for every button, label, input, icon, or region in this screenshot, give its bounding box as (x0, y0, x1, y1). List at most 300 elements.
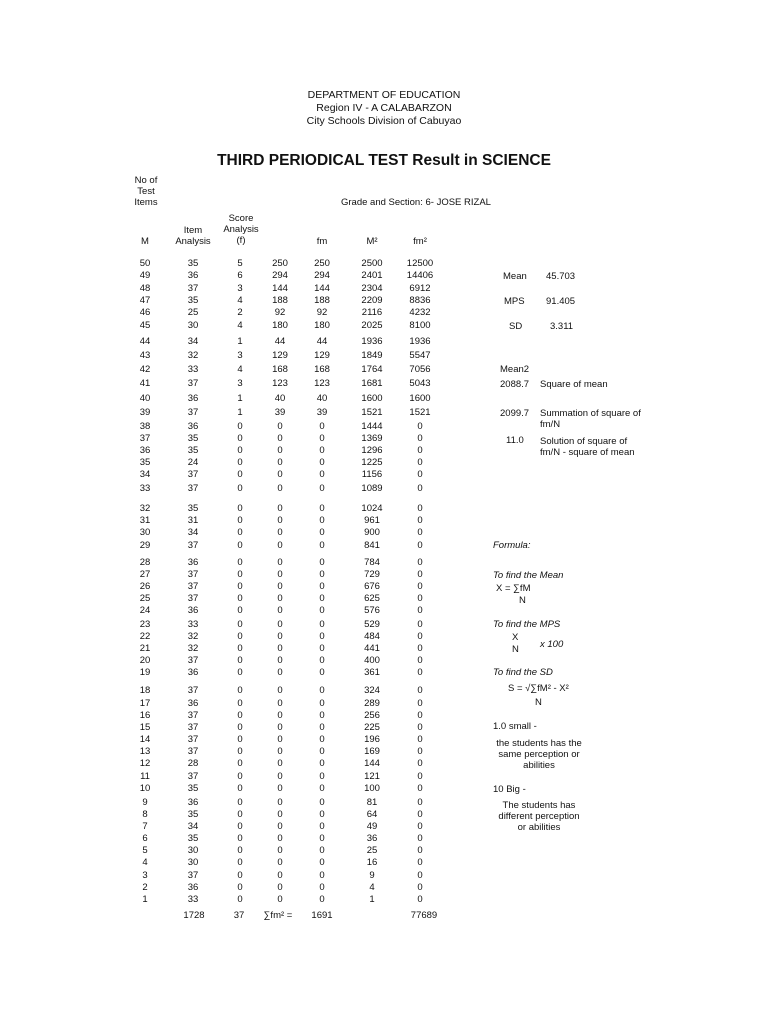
f-cell: 0 (237, 469, 243, 480)
m2-cell: 676 (364, 581, 380, 592)
fm-repeat-cell: 0 (319, 655, 325, 666)
fm-cell: 0 (277, 771, 283, 782)
m-cell: 37 (139, 433, 151, 444)
m-cell: 26 (139, 581, 151, 592)
col-header-fm2: fm² (413, 236, 427, 247)
m2-cell: 1156 (361, 469, 383, 480)
fm-repeat-cell: 0 (319, 515, 325, 526)
m2-cell: 256 (364, 710, 380, 721)
f-cell: 1 (237, 407, 243, 418)
m2-cell: 576 (364, 605, 380, 616)
fm-cell: 0 (277, 685, 283, 696)
col-header-fm: fm (316, 236, 328, 247)
m-cell: 15 (139, 722, 151, 733)
m-cell: 21 (139, 643, 151, 654)
f-cell: 0 (237, 746, 243, 757)
fm-cell: 0 (277, 882, 283, 893)
m2-cell: 25 (366, 845, 378, 856)
fm-repeat-cell: 0 (319, 685, 325, 696)
m2-cell: 1849 (361, 350, 383, 361)
f-cell: 0 (237, 734, 243, 745)
m2-cell: 529 (364, 619, 380, 630)
mps-value: 91.405 (546, 296, 576, 307)
fm-cell: 0 (277, 540, 283, 551)
f-cell: 0 (237, 557, 243, 568)
item-analysis-cell: 37 (187, 407, 199, 418)
fm-cell: 144 (272, 283, 288, 294)
mps-formula-times: x 100 (540, 639, 564, 650)
item-analysis-cell: 36 (187, 698, 199, 709)
fm-repeat-cell: 0 (319, 483, 325, 494)
fm-cell: 0 (277, 758, 283, 769)
fm2-cell: 0 (417, 894, 423, 905)
m2-cell: 841 (364, 540, 380, 551)
fm-repeat-cell: 0 (319, 771, 325, 782)
f-cell: 1 (237, 336, 243, 347)
mean-formula-title: To find the Mean (493, 570, 564, 581)
f-cell: 0 (237, 833, 243, 844)
page-title: THIRD PERIODICAL TEST Result in SCIENCE (217, 152, 551, 169)
fm2-cell: 1600 (409, 393, 431, 404)
fm-repeat-cell: 0 (319, 667, 325, 678)
item-analysis-cell: 35 (187, 833, 199, 844)
small-sd-desc-3: abilities (523, 760, 555, 771)
fm-repeat-cell: 0 (319, 783, 325, 794)
m-cell: 22 (139, 631, 151, 642)
big-sd-title: 10 Big - (493, 784, 526, 795)
fm-cell: 0 (277, 619, 283, 630)
big-sd-desc-1: The students has (502, 800, 576, 811)
fm-repeat-cell: 0 (319, 722, 325, 733)
f-cell: 0 (237, 581, 243, 592)
fm-repeat-cell: 0 (319, 581, 325, 592)
m2-cell: 100 (364, 783, 380, 794)
fm2-cell: 0 (417, 631, 423, 642)
m2-cell: 361 (364, 667, 380, 678)
fm-cell: 0 (277, 698, 283, 709)
fm2-cell: 0 (417, 722, 423, 733)
m-cell: 49 (139, 270, 151, 281)
fm-repeat-cell: 0 (319, 734, 325, 745)
f-cell: 0 (237, 894, 243, 905)
fm-repeat-cell: 44 (316, 336, 328, 347)
f-cell: 0 (237, 445, 243, 456)
item-analysis-cell: 32 (187, 643, 199, 654)
item-analysis-cell: 37 (187, 685, 199, 696)
item-analysis-cell: 36 (187, 270, 199, 281)
m2-cell: 1369 (361, 433, 383, 444)
m2-cell: 9 (369, 870, 375, 881)
fm-repeat-cell: 92 (316, 307, 328, 318)
item-analysis-cell: 34 (187, 821, 199, 832)
item-analysis-cell: 35 (187, 809, 199, 820)
m-cell: 27 (139, 569, 151, 580)
m2-cell: 1024 (361, 503, 383, 514)
fm-cell: 0 (277, 515, 283, 526)
item-analysis-cell: 31 (187, 515, 199, 526)
square-of-mean-label: Square of mean (540, 379, 608, 390)
f-cell: 4 (237, 320, 243, 331)
item-analysis-cell: 35 (187, 503, 199, 514)
fm2-cell: 12500 (406, 258, 434, 269)
f-cell: 3 (237, 350, 243, 361)
fm-cell: 0 (277, 783, 283, 794)
f-cell: 0 (237, 821, 243, 832)
item-analysis-cell: 35 (187, 783, 199, 794)
item-analysis-cell: 37 (187, 746, 199, 757)
f-cell: 0 (237, 655, 243, 666)
m-cell: 41 (139, 378, 151, 389)
fm-repeat-cell: 188 (314, 295, 330, 306)
fm2-cell: 0 (417, 483, 423, 494)
mps-formula-x: X (512, 632, 519, 643)
m-cell: 6 (142, 833, 148, 844)
fm-cell: 0 (277, 643, 283, 654)
fm-cell: 294 (272, 270, 288, 281)
mps-formula-n: N (512, 644, 519, 655)
fm2-cell: 0 (417, 758, 423, 769)
fm-repeat-cell: 294 (314, 270, 330, 281)
col-header-m: M (141, 236, 149, 247)
item-analysis-cell: 37 (187, 870, 199, 881)
m-cell: 38 (139, 421, 151, 432)
fm-repeat-cell: 250 (314, 258, 330, 269)
fm-repeat-cell: 0 (319, 557, 325, 568)
m-cell: 11 (140, 771, 150, 782)
no-of-items-line2: Test (137, 186, 155, 197)
grade-section-label: Grade and Section: 6- JOSE RIZAL (341, 197, 491, 208)
m2-cell: 1936 (361, 336, 383, 347)
item-analysis-cell: 37 (187, 540, 199, 551)
item-analysis-cell: 37 (187, 283, 199, 294)
fm-cell: 0 (277, 833, 283, 844)
fm-cell: 168 (272, 364, 288, 375)
fm2-cell: 0 (417, 667, 423, 678)
fm-cell: 39 (274, 407, 286, 418)
f-cell: 0 (237, 882, 243, 893)
m2-cell: 2209 (361, 295, 383, 306)
m2-cell: 961 (364, 515, 380, 526)
item-analysis-cell: 36 (187, 797, 199, 808)
item-analysis-cell: 30 (187, 857, 199, 868)
fm2-cell: 14406 (406, 270, 434, 281)
fm-repeat-cell: 39 (316, 407, 328, 418)
small-sd-desc-1: the students has the (496, 738, 582, 749)
m-cell: 2 (142, 882, 148, 893)
m-cell: 14 (139, 734, 151, 745)
fm-repeat-cell: 0 (319, 421, 325, 432)
fm-cell: 0 (277, 655, 283, 666)
f-cell: 0 (237, 503, 243, 514)
f-cell: 0 (237, 685, 243, 696)
fm-cell: 0 (277, 710, 283, 721)
mean-formula-line1: X = ∑fM (496, 583, 531, 594)
total-item-analysis: 1728 (183, 910, 205, 921)
m2-cell: 81 (366, 797, 378, 808)
f-cell: 0 (237, 540, 243, 551)
item-analysis-cell: 35 (187, 445, 199, 456)
fm2-cell: 6912 (409, 283, 431, 294)
f-cell: 0 (237, 631, 243, 642)
item-analysis-cell: 28 (187, 758, 199, 769)
f-cell: 0 (237, 483, 243, 494)
fm-cell: 44 (274, 336, 286, 347)
fm-cell: 0 (277, 746, 283, 757)
fm-cell: 0 (277, 581, 283, 592)
m2-cell: 1296 (361, 445, 383, 456)
m2-cell: 64 (366, 809, 378, 820)
m-cell: 23 (139, 619, 151, 630)
fm-repeat-cell: 168 (314, 364, 330, 375)
col-header-m2: M² (366, 236, 378, 247)
fm2-cell: 4232 (409, 307, 431, 318)
m-cell: 4 (142, 857, 148, 868)
fm2-cell: 0 (417, 593, 423, 604)
fm2-cell: 0 (417, 421, 423, 432)
item-analysis-cell: 37 (187, 771, 199, 782)
fm2-cell: 0 (417, 809, 423, 820)
m-cell: 35 (139, 457, 151, 468)
fm-repeat-cell: 123 (314, 378, 330, 389)
fm-repeat-cell: 0 (319, 809, 325, 820)
summation-square-label-2: fm/N (540, 419, 561, 430)
fm-repeat-cell: 0 (319, 870, 325, 881)
fm-repeat-cell: 0 (319, 882, 325, 893)
item-analysis-cell: 37 (187, 581, 199, 592)
f-cell: 1 (237, 393, 243, 404)
m-cell: 48 (139, 283, 151, 294)
fm-cell: 0 (277, 857, 283, 868)
department-heading: DEPARTMENT OF EDUCATION (307, 89, 461, 101)
item-analysis-cell: 33 (187, 364, 199, 375)
no-of-items-line1: No of (134, 175, 158, 186)
f-cell: 0 (237, 515, 243, 526)
m-cell: 50 (139, 258, 151, 269)
f-cell: 0 (237, 857, 243, 868)
fm2-cell: 0 (417, 698, 423, 709)
fm-cell: 0 (277, 527, 283, 538)
m2-cell: 625 (364, 593, 380, 604)
fm2-cell: 0 (417, 783, 423, 794)
fm2-cell: 0 (417, 797, 423, 808)
col-header-score-1: Score (228, 213, 254, 224)
item-analysis-cell: 36 (187, 421, 199, 432)
fm-repeat-cell: 0 (319, 540, 325, 551)
f-cell: 0 (237, 710, 243, 721)
fm-cell: 250 (272, 258, 288, 269)
square-of-mean-value: 2088.7 (500, 379, 530, 390)
m2-cell: 2500 (361, 258, 383, 269)
fm-cell: 0 (277, 421, 283, 432)
summation-square-label-1: Summation of square of (540, 408, 641, 419)
item-analysis-cell: 24 (187, 457, 199, 468)
item-analysis-cell: 37 (187, 710, 199, 721)
m2-cell: 1681 (361, 378, 383, 389)
m2-cell: 1521 (361, 407, 383, 418)
m-cell: 12 (139, 758, 151, 769)
m2-cell: 1764 (361, 364, 383, 375)
m2-cell: 900 (364, 527, 380, 538)
m2-cell: 441 (364, 643, 380, 654)
m2-cell: 196 (364, 734, 380, 745)
item-analysis-cell: 30 (187, 845, 199, 856)
fm2-cell: 0 (417, 685, 423, 696)
m-cell: 31 (139, 515, 151, 526)
fm2-cell: 0 (417, 833, 423, 844)
f-cell: 0 (237, 667, 243, 678)
f-cell: 0 (237, 758, 243, 769)
fm2-cell: 0 (417, 771, 423, 782)
fm-cell: 0 (277, 457, 283, 468)
fm-cell: 0 (277, 593, 283, 604)
item-analysis-cell: 33 (187, 619, 199, 630)
fm2-cell: 0 (417, 734, 423, 745)
fm-cell: 0 (277, 845, 283, 856)
f-cell: 4 (237, 295, 243, 306)
m-cell: 1 (142, 894, 148, 905)
mean-value: 45.703 (546, 271, 576, 282)
item-analysis-cell: 37 (187, 734, 199, 745)
item-analysis-cell: 33 (187, 894, 199, 905)
big-sd-desc-2: different perception (498, 811, 580, 822)
fm2-cell: 0 (417, 569, 423, 580)
fm2-cell: 0 (417, 845, 423, 856)
fm-repeat-cell: 0 (319, 833, 325, 844)
fm-repeat-cell: 0 (319, 746, 325, 757)
fm-repeat-cell: 0 (319, 605, 325, 616)
m2-cell: 1089 (361, 483, 383, 494)
fm-repeat-cell: 0 (319, 821, 325, 832)
f-cell: 0 (237, 845, 243, 856)
sd-formula-title: To find the SD (493, 667, 553, 678)
m-cell: 17 (139, 698, 151, 709)
m2-cell: 49 (366, 821, 378, 832)
m-cell: 36 (139, 445, 151, 456)
fm2-cell: 0 (417, 581, 423, 592)
fm2-cell: 0 (417, 469, 423, 480)
col-header-score-2: Analysis (223, 224, 259, 235)
m-cell: 33 (139, 483, 151, 494)
fm-repeat-cell: 129 (314, 350, 330, 361)
f-cell: 0 (237, 619, 243, 630)
fm-repeat-cell: 0 (319, 698, 325, 709)
fm-repeat-cell: 0 (319, 643, 325, 654)
total-fm2: 77689 (410, 910, 438, 921)
m2-cell: 729 (364, 569, 380, 580)
m-cell: 9 (142, 797, 148, 808)
fm-repeat-cell: 0 (319, 894, 325, 905)
formula-title: Formula: (493, 540, 531, 551)
total-f: 37 (233, 910, 245, 921)
m2-cell: 289 (364, 698, 380, 709)
f-cell: 0 (237, 643, 243, 654)
fm-cell: 0 (277, 605, 283, 616)
f-cell: 0 (237, 569, 243, 580)
m2-cell: 1225 (361, 457, 383, 468)
fm-repeat-cell: 40 (316, 393, 328, 404)
f-cell: 0 (237, 722, 243, 733)
fm-cell: 180 (272, 320, 288, 331)
item-analysis-cell: 32 (187, 631, 199, 642)
item-analysis-cell: 37 (187, 378, 199, 389)
item-analysis-cell: 36 (187, 393, 199, 404)
m-cell: 25 (139, 593, 151, 604)
total-fm: 1691 (311, 910, 333, 921)
m-cell: 43 (139, 350, 151, 361)
fm-cell: 0 (277, 821, 283, 832)
fm-cell: 0 (277, 809, 283, 820)
fm2-cell: 7056 (409, 364, 431, 375)
m-cell: 19 (139, 667, 151, 678)
m-cell: 28 (139, 557, 151, 568)
fm-repeat-cell: 0 (319, 503, 325, 514)
fm2-cell: 0 (417, 527, 423, 538)
item-analysis-cell: 36 (187, 882, 199, 893)
m-cell: 46 (139, 307, 151, 318)
f-cell: 0 (237, 457, 243, 468)
fm-cell: 0 (277, 503, 283, 514)
item-analysis-cell: 37 (187, 655, 199, 666)
fm-repeat-cell: 0 (319, 469, 325, 480)
fm-cell: 0 (277, 722, 283, 733)
fm-repeat-cell: 0 (319, 457, 325, 468)
m-cell: 29 (139, 540, 151, 551)
fm2-cell: 5547 (409, 350, 431, 361)
sd-formula-line1: S = √∑fM² - X² (508, 683, 569, 694)
fm-repeat-cell: 0 (319, 797, 325, 808)
mps-label: MPS (504, 296, 525, 307)
fm-cell: 0 (277, 433, 283, 444)
fm-cell: 92 (274, 307, 286, 318)
fm-repeat-cell: 0 (319, 845, 325, 856)
m2-cell: 2304 (361, 283, 383, 294)
fm-cell: 0 (277, 734, 283, 745)
fm-repeat-cell: 0 (319, 433, 325, 444)
col-header-item-1: Item (183, 225, 203, 236)
sd-formula-line2: N (535, 697, 542, 708)
item-analysis-cell: 37 (187, 469, 199, 480)
fm-cell: 0 (277, 557, 283, 568)
mean-label: Mean (503, 271, 527, 282)
m-cell: 44 (139, 336, 151, 347)
m2-cell: 16 (366, 857, 378, 868)
f-cell: 0 (237, 527, 243, 538)
fm2-cell: 0 (417, 605, 423, 616)
fm2-cell: 5043 (409, 378, 431, 389)
f-cell: 0 (237, 698, 243, 709)
m2-cell: 121 (364, 771, 380, 782)
fm2-cell: 0 (417, 655, 423, 666)
m-cell: 30 (139, 527, 151, 538)
fm2-cell: 0 (417, 710, 423, 721)
fm-cell: 0 (277, 870, 283, 881)
small-sd-title: 1.0 small - (493, 721, 537, 732)
fm2-cell: 0 (417, 503, 423, 514)
m2-cell: 225 (364, 722, 380, 733)
fm-repeat-cell: 0 (319, 527, 325, 538)
fm2-cell: 0 (417, 821, 423, 832)
f-cell: 0 (237, 783, 243, 794)
col-header-score-3: (f) (236, 235, 246, 246)
m2-cell: 784 (364, 557, 380, 568)
fm2-cell: 0 (417, 557, 423, 568)
fm2-cell: 0 (417, 870, 423, 881)
f-cell: 3 (237, 283, 243, 294)
fm2-cell: 0 (417, 619, 423, 630)
item-analysis-cell: 36 (187, 667, 199, 678)
m-cell: 10 (139, 783, 151, 794)
fm2-cell: 0 (417, 882, 423, 893)
